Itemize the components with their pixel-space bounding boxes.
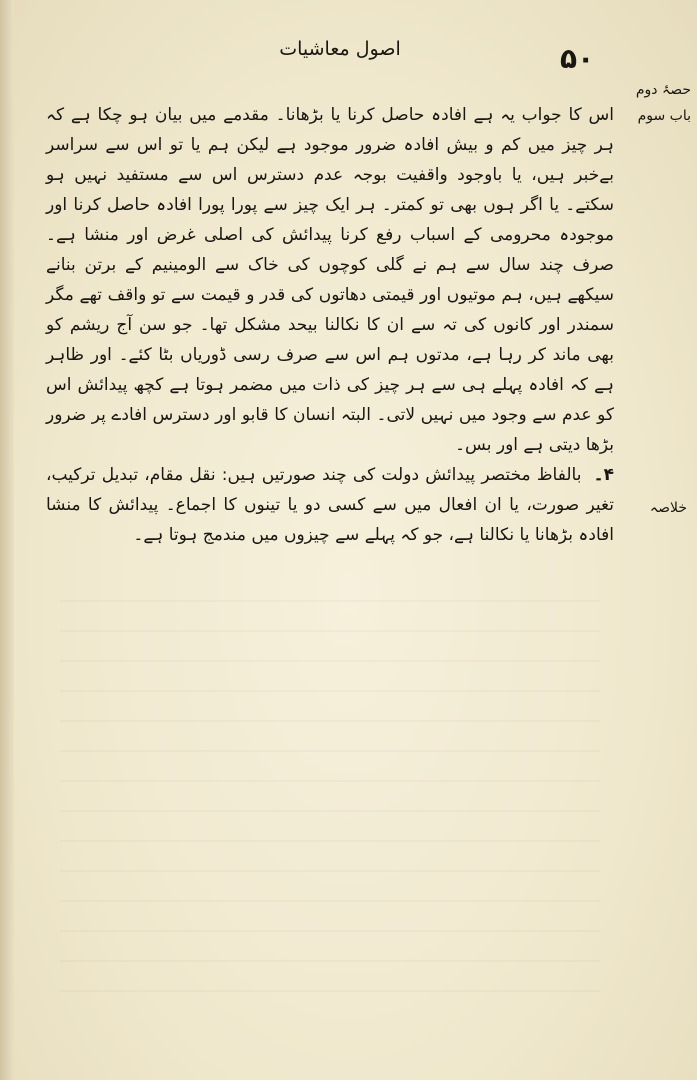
page-header	[0, 30, 697, 75]
margin-note-chapter: باب سوم	[637, 108, 691, 124]
paragraph-2-text: بالفاظ مختصر پیدائش دولت کی چند صورتیں ہیں: نقل مقام، تبدیل ترکیب، تغیر صورت، یا ان افعال میں سے کسی دو یا تینوں کا اجماع۔ پیدائش کا منشا افادہ بڑھانا یا نکالنا ہے، جو کہ پہلے سے چیزوں میں مندمج ہوتا ہے۔	[46, 465, 614, 545]
body-text	[46, 100, 614, 550]
page-edge	[0, 0, 14, 1080]
show-through-texture	[60, 600, 600, 1020]
margin-note-summary: خلاصہ	[649, 500, 687, 516]
paragraph-number: ۴۔	[593, 465, 614, 485]
page-number: ۵۰	[560, 42, 595, 75]
running-title: اصول معاشیات	[279, 38, 401, 60]
paragraph-1: اس کا جواب یہ ہے افادہ حاصل کرنا یا بڑھانا۔ مقدمے میں بیان ہو چکا ہے کہ ہر چیز میں کم و بیش افادہ ضرور موجود ہے لیکن ہم یا تو اس سے سراسر بےخبر ہیں، یا باوجود واقفیت بوجہ عدم دسترس اس سے مستفید نہیں ہو سکتے۔ یا اگر ہوں بھی تو کمتر۔ ہر ایک چیز سے پورا پورا افادہ حاصل کرنا اور موجودہ محرومی کے اسباب رفع کرنا پیدائش کی اصلی غرض اور منشا ہے۔ صرف چند سال سے ہم نے گلی کوچوں کی خاک سے الومینیم کے برتن بنانے سیکھے ہیں، ہم موتیوں اور قیمتی دھاتوں کی قدر و قیمت سے تو واقف تھے مگر سمندر اور کانوں کی تہ سے ان کا نکالنا بیحد مشکل تھا۔ جو سن آج ریشم کو بھی ماند کر رہا ہے، مدتوں ہم اس سے صرف رسی ڈوریاں بٹا کئے۔ اور ظاہر ہے کہ افادہ پہلے ہی سے ہر چیز کی ذات میں مضمر ہوتا ہے کچھ پیدائش اس کو عدم سے وجود میں نہیں لاتی۔ البتہ انسان کا قابو اور دسترس افادے پر ضرور بڑھا دیتی ہے اور بس۔	[46, 105, 614, 455]
paragraph-2	[46, 460, 614, 550]
margin-note-part: حصۂ دوم	[635, 82, 691, 98]
